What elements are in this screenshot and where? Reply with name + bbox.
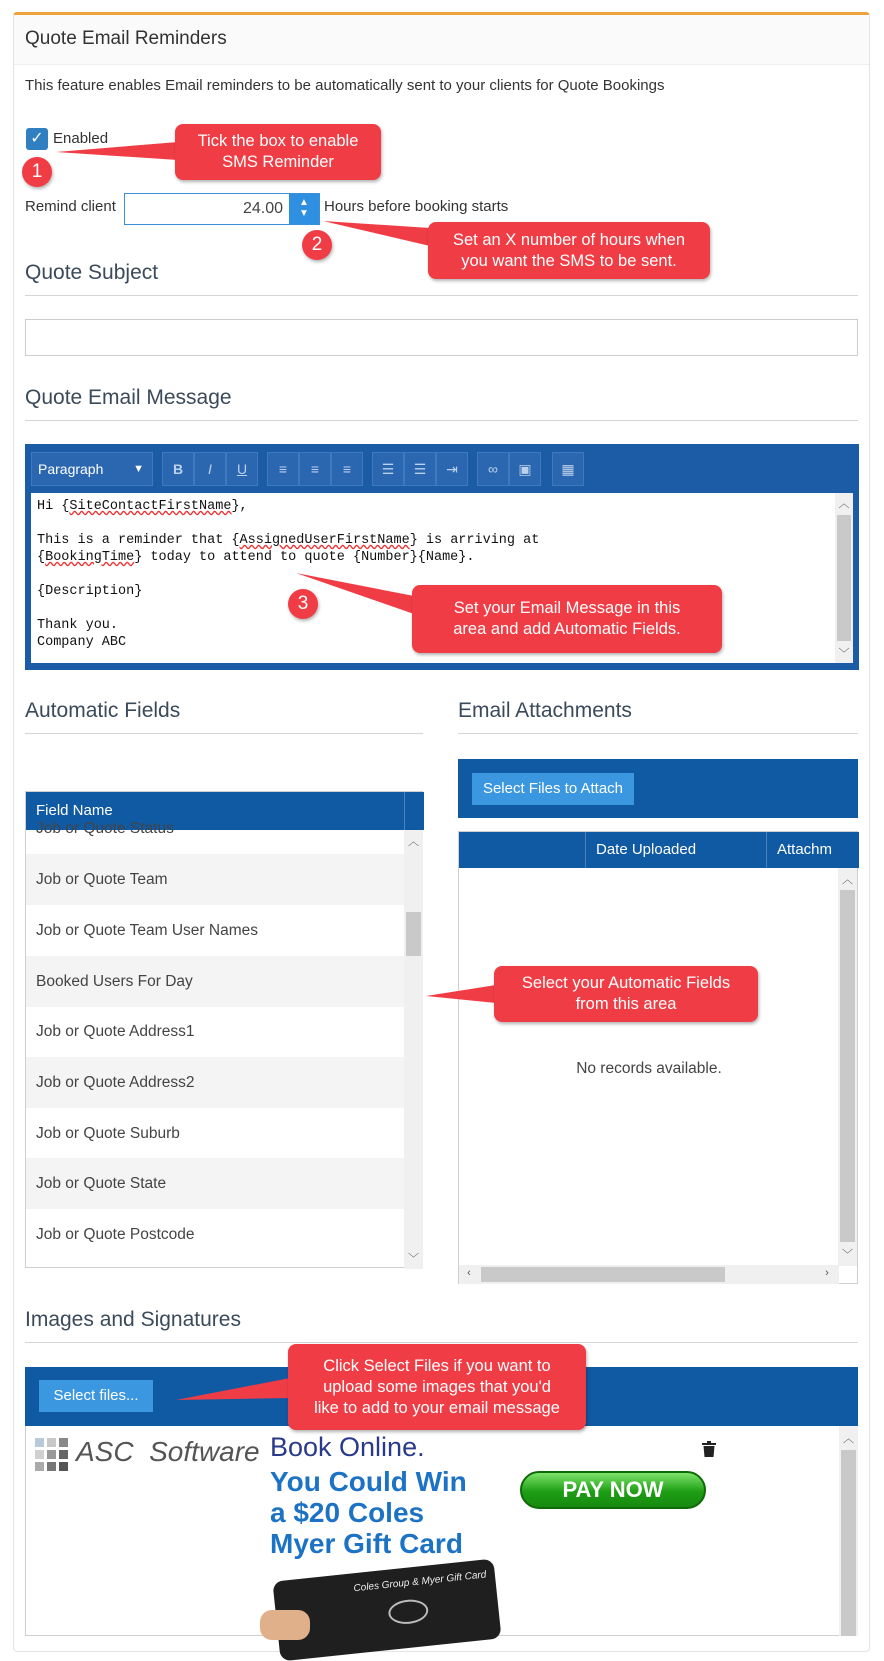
asc-logo-text: ASC Software bbox=[76, 1436, 260, 1467]
bullet-list-icon[interactable]: ☰ bbox=[372, 452, 404, 486]
callout-text: upload some images that you'd bbox=[323, 1377, 551, 1396]
step-badge: 1 bbox=[22, 157, 52, 187]
callout-message-tip bbox=[412, 585, 722, 653]
scroll-up-icon[interactable]: ︿ bbox=[843, 1433, 854, 1445]
pay-now-button: PAY NOW bbox=[520, 1471, 706, 1509]
promo-line: a $20 Coles bbox=[270, 1497, 425, 1528]
callout-text: Tick the box to enable bbox=[197, 132, 359, 150]
pointer-4 bbox=[426, 985, 496, 1003]
callout-text: you want the SMS to be sent. bbox=[461, 251, 677, 270]
callout-text: SMS Reminder bbox=[222, 153, 334, 171]
promo-book-online: Book Online. bbox=[270, 1432, 425, 1462]
callout-text: Set an X number of hours when bbox=[452, 230, 686, 249]
scroll-left-icon[interactable]: ‹ bbox=[467, 1267, 471, 1279]
list-item[interactable]: Job or Quote Team User Names bbox=[36, 922, 258, 939]
list-item[interactable]: Job or Quote State bbox=[26, 1158, 404, 1209]
callout-fields-tip bbox=[494, 966, 758, 1022]
indent-icon[interactable]: ⇥ bbox=[436, 452, 468, 486]
scroll-up-icon[interactable]: ︿ bbox=[842, 874, 853, 886]
remind-client-label: Remind client bbox=[25, 198, 116, 215]
enabled-label: Enabled bbox=[53, 130, 109, 147]
callout-enable-tip bbox=[175, 124, 381, 180]
spinner-down-icon[interactable]: ▼ bbox=[299, 208, 309, 219]
chevron-down-icon: ▼ bbox=[133, 463, 144, 475]
message-line: {Description} bbox=[37, 584, 143, 599]
bold-button[interactable]: B bbox=[162, 452, 194, 486]
quote-email-message-heading: Quote Email Message bbox=[25, 386, 232, 409]
message-line: Thank you. bbox=[37, 618, 119, 633]
list-item[interactable]: Job or Quote Team bbox=[26, 854, 404, 905]
list-item[interactable]: Job or Quote Postcode bbox=[36, 1226, 195, 1243]
quote-subject-heading: Quote Subject bbox=[25, 261, 159, 284]
promo-line: Myer Gift Card bbox=[270, 1528, 463, 1559]
scroll-up-icon[interactable]: ︿ bbox=[838, 498, 850, 510]
image-icon[interactable]: ▣ bbox=[509, 452, 541, 486]
numbered-list-icon[interactable]: ☰ bbox=[404, 452, 436, 486]
scroll-down-icon[interactable]: ﹀ bbox=[838, 648, 850, 660]
select-files-to-attach-button[interactable]: Select Files to Attach bbox=[472, 773, 634, 805]
scroll-up-icon[interactable]: ︿ bbox=[408, 836, 419, 848]
date-uploaded-column-header[interactable]: Date Uploaded bbox=[585, 832, 766, 868]
align-center-icon[interactable]: ≡ bbox=[299, 452, 331, 486]
callout-text: area and add Automatic Fields. bbox=[453, 620, 681, 638]
message-line: {BookingTime} today to attend to quote {Number}{Name}. bbox=[37, 550, 475, 565]
list-item[interactable]: Job or Quote Suburb bbox=[36, 1125, 180, 1142]
callout-text: like to add to your email message bbox=[314, 1398, 560, 1417]
feature-description: This feature enables Email reminders to be automatically sent to your clients for Quote Bookings bbox=[25, 77, 665, 94]
format-select-value: Paragraph bbox=[38, 461, 104, 477]
hours-suffix: Hours before booking starts bbox=[324, 198, 509, 215]
callout-text: Select your Automatic Fields bbox=[521, 974, 731, 992]
callout-hours-tip bbox=[428, 222, 710, 279]
align-left-icon[interactable]: ≡ bbox=[267, 452, 299, 486]
italic-button[interactable]: I bbox=[194, 452, 226, 486]
callout-text: Set your Email Message in this bbox=[453, 599, 681, 617]
attachment-column-header[interactable]: Attachm bbox=[766, 832, 859, 868]
underline-button[interactable]: U bbox=[226, 452, 258, 486]
panel-title: Quote Email Reminders bbox=[25, 28, 227, 49]
email-attachments-heading: Email Attachments bbox=[458, 699, 632, 722]
align-right-icon[interactable]: ≡ bbox=[331, 452, 363, 486]
list-item[interactable]: Job or Quote Status bbox=[36, 820, 174, 837]
pointer-1 bbox=[56, 142, 178, 160]
message-line: Hi {SiteContactFirstName}, bbox=[37, 499, 248, 514]
message-line: Company ABC bbox=[37, 635, 127, 650]
step-badge: 3 bbox=[288, 589, 318, 619]
hours-value: 24.00 bbox=[242, 200, 283, 217]
link-icon[interactable]: ∞ bbox=[477, 452, 509, 486]
scroll-down-icon[interactable]: ﹀ bbox=[408, 1253, 419, 1265]
scroll-right-icon[interactable]: › bbox=[825, 1267, 829, 1279]
table-icon[interactable]: ▦ bbox=[552, 452, 584, 486]
automatic-fields-heading: Automatic Fields bbox=[25, 699, 181, 722]
field-name-column-header[interactable]: Field Name bbox=[26, 792, 404, 830]
callout-images-tip bbox=[288, 1344, 586, 1430]
no-records-text: No records available. bbox=[576, 1060, 722, 1077]
step-badge: 2 bbox=[302, 230, 332, 260]
images-signatures-heading: Images and Signatures bbox=[25, 1308, 241, 1331]
list-item[interactable]: Booked Users For Day bbox=[26, 956, 404, 1007]
scroll-down-icon[interactable]: ﹀ bbox=[842, 1249, 853, 1261]
pointer-5 bbox=[176, 1378, 290, 1400]
message-line: This is a reminder that {AssignedUserFirstName} is arriving at bbox=[37, 533, 540, 548]
list-item[interactable]: Job or Quote Address1 bbox=[36, 1023, 195, 1040]
list-item[interactable]: Job or Quote Address2 bbox=[26, 1057, 404, 1108]
callout-text: Click Select Files if you want to bbox=[323, 1356, 551, 1375]
promo-line: You Could Win bbox=[270, 1466, 467, 1497]
spinner-up-icon[interactable]: ▲ bbox=[299, 197, 309, 208]
select-files-button[interactable]: Select files... bbox=[39, 1380, 153, 1412]
gift-card-text: Coles Group & Myer Gift Card bbox=[353, 1569, 487, 1595]
enabled-checkbox[interactable]: ✓ bbox=[26, 128, 48, 150]
pointer-2 bbox=[323, 221, 430, 246]
callout-text: from this area bbox=[575, 995, 677, 1013]
